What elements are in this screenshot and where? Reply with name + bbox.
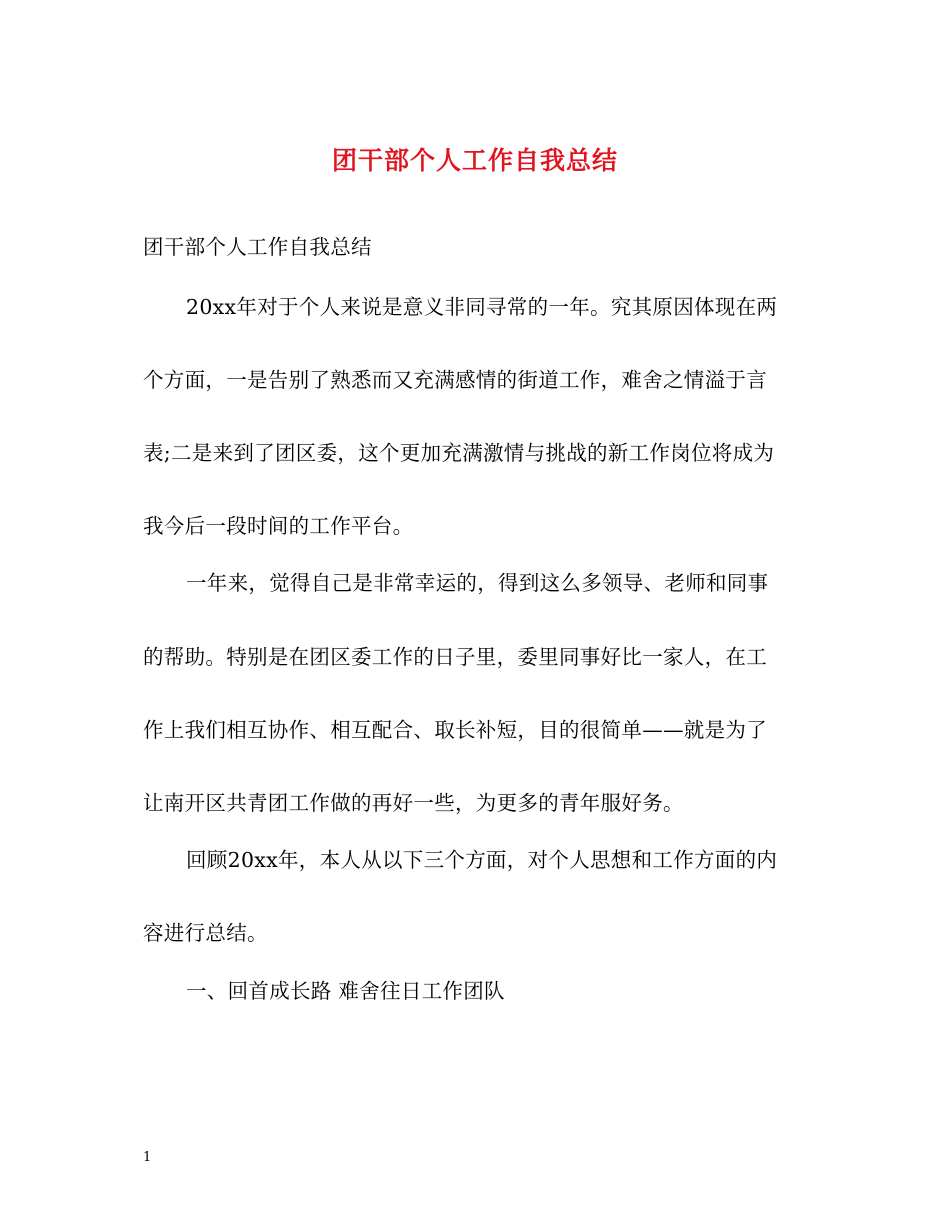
paragraph-3-line-2: 容进行总结。 — [143, 921, 268, 945]
paragraph-1-line-3: 表;二是来到了团区委，这个更加充满激情与挑战的新工作岗位将成为 — [143, 441, 775, 465]
paragraph-2-line-1: 一年来，觉得自己是非常幸运的，得到这么多领导、老师和同事 — [186, 571, 769, 595]
paragraph-2-line-3: 作上我们相互协作、相互配合、取长补短，目的很简单——就是为了 — [143, 718, 767, 742]
document-subtitle: 团干部个人工作自我总结 — [143, 235, 372, 259]
paragraph-3-line-1: 回顾20xx年，本人从以下三个方面，对个人思想和工作方面的内 — [186, 848, 778, 872]
paragraph-2-line-2: 的帮助。特别是在团区委工作的日子里，委里同事好比一家人，在工 — [143, 645, 767, 669]
paragraph-1-line-4: 我今后一段时间的工作平台。 — [143, 514, 414, 538]
paragraph-1-line-2: 个方面，一是告别了熟悉而又充满感情的街道工作，难舍之情溢于言 — [143, 368, 767, 392]
section-heading: 一、回首成长路 难舍往日工作团队 — [186, 979, 505, 1003]
paragraph-1-line-1: 20xx年对于个人来说是意义非同寻常的一年。究其原因体现在两 — [186, 295, 778, 319]
paragraph-2-line-4: 让南开区共青团工作做的再好一些，为更多的青年服好务。 — [143, 791, 684, 815]
page-number: 1 — [143, 1150, 152, 1165]
document-title: 团干部个人工作自我总结 — [331, 146, 618, 175]
